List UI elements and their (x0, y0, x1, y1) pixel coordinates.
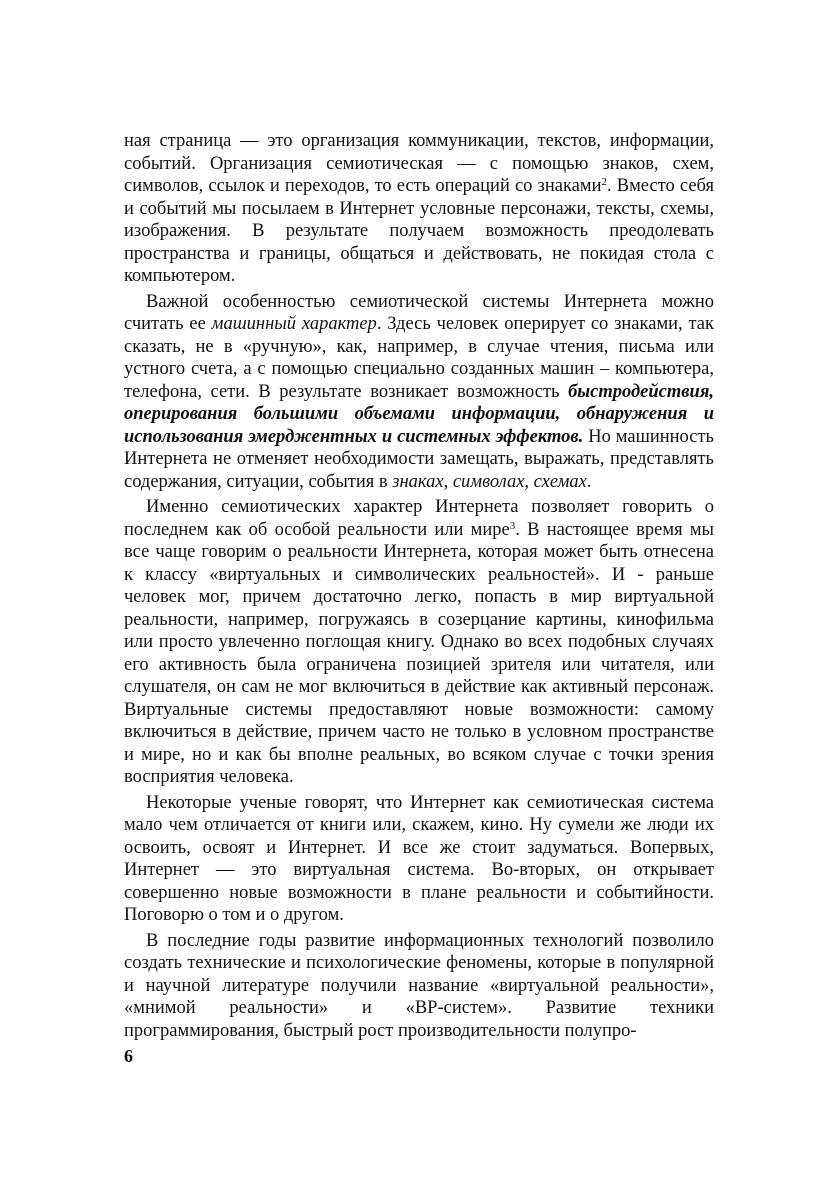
text-run: . Здесь человек оперирует со знаками, так сказать, не в «ручную», как, например, в случае чтения, письма или устного счета, а с помощью специально созданных машин – компьютера, телефона, сети. В результате возникает возможность (124, 314, 714, 402)
text-run: ная страница — это организация коммуникации, текстов, информации, событий. Организация семиотическая — с помощью знаков, схем, символов, ссылок и переходов, то есть операций со знаками (124, 131, 714, 196)
footnote-ref-2: 2 (601, 176, 607, 188)
text-run: Важной особенностью семиотической системы Интернета можно считать ее (124, 291, 714, 334)
page-number: 6 (124, 1046, 133, 1066)
text-run: Именно семиотических характер Интернета позволяет говорить о последнем как об особой реальности или мире (124, 497, 714, 540)
paragraph-1 (124, 130, 714, 288)
text-run: . Вместо себя и событий мы посылаем в Интернет условные персонажи, тексты, схемы, изображения. В результате получаем возможность преодолевать пространства и границы, общаться и действовать, не покидая стола с компьютером. (124, 176, 714, 286)
text-run: . В настоящее время мы все чаще говорим о реальности Интернета, которая может быть отнесена к классу «виртуальных и символических реальностей». И - раньше человек мог, причем достаточно легко, попасть в мир виртуальной реальности, например, погружаясь в созерцание картины, кинофильма или просто увлеченно поглощая книгу. Однако во всех подобных случаях его активность была ограничена позицией зрителя или читателя, или слушателя, он сам не мог включиться в действие как активный персонаж. Виртуальные системы предоставляют новые возможности: самому включиться в действие, причем часто не только в условном пространстве и мире, но и как бы вполне реальных, во всяком случае с точки зрения восприятия человека. (124, 519, 714, 787)
paragraph-4 (124, 792, 714, 927)
paragraph-5 (124, 930, 714, 1043)
paragraph-2 (124, 291, 714, 494)
paragraph-3 (124, 496, 714, 789)
bold-italic-phrase: быстродействия, оперирования большими объемами информации, обнаружения и использования эмерджентных и системных эффектов. (124, 381, 714, 447)
italic-term: машинный характер (211, 314, 377, 334)
text-run: Некоторые ученые говорят, что Интернет как семиотическая система мало чем отличается от книги или, скажем, кино. Ну сумели же люди их освоить, освоят и Интернет. И все же стоит задуматься. Вопервых, Интернет — это виртуальная система. Во-вторых, он открывает совершенно новые возможности в плане реальности и событийности. Поговорю о том и о другом. (124, 792, 714, 925)
text-run: . (586, 471, 592, 492)
footnote-ref-3: 3 (509, 519, 516, 532)
text-run: Но машинность Интернета не отменяет необходимости замещать, выражать, представлять содержания, ситуации, события в (124, 426, 714, 492)
body-text (124, 130, 714, 1042)
text-run: В последние годы развитие информационных технологий позволило создать технические и психологические феномены, которые в популярной и научной литературе получили название «виртуальной реальности», «мнимой реальности» и «ВР-систем». Развитие техники программирования, быстрый рост производительности полупро- (124, 930, 714, 1041)
italic-term: знаках, символах, схемах (392, 471, 587, 492)
